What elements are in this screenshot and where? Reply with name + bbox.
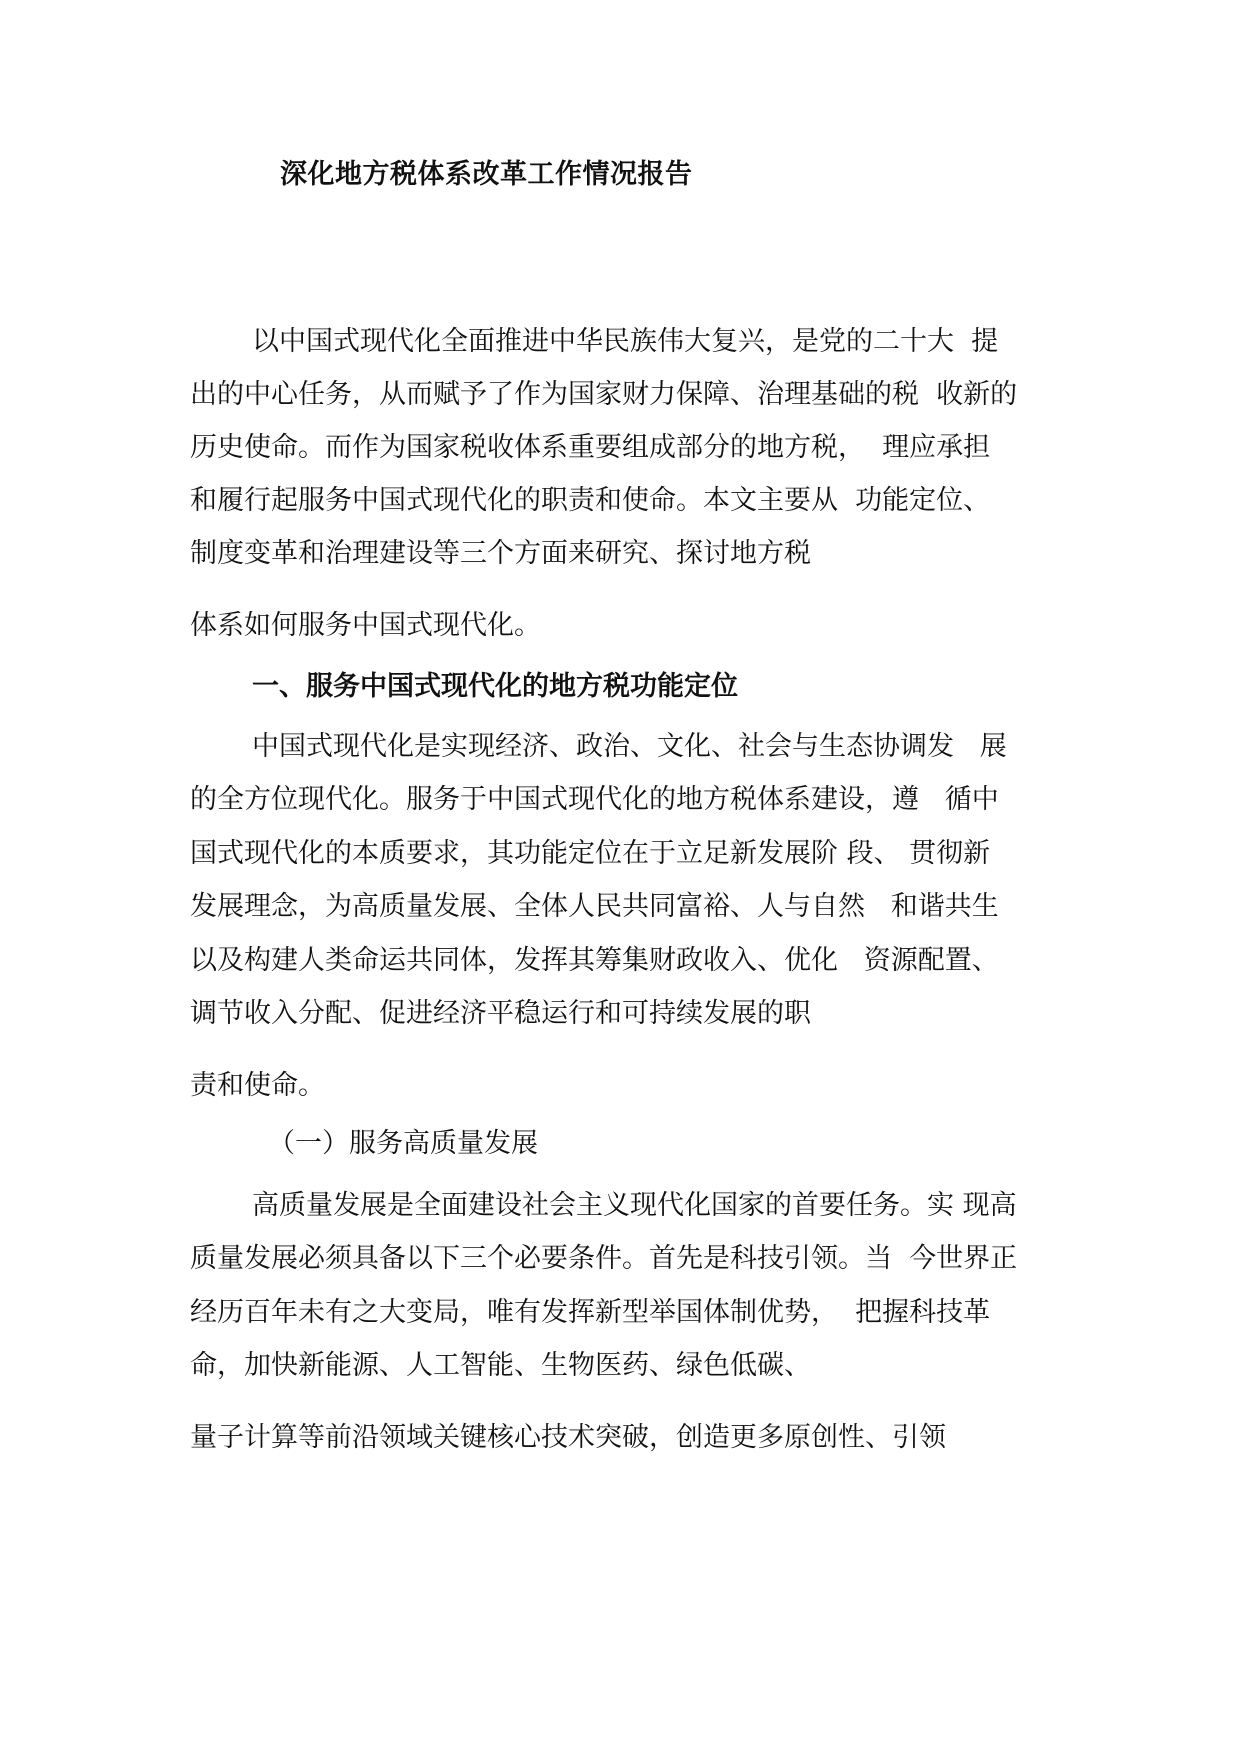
paragraph-3-line-1: 高质量发展是全面建设社会主义现代化国家的首要任务。实 现高 [252, 1190, 1017, 1221]
paragraph-1-line-2: 出的中心任务，从而赋予了作为国家财力保障、治理基础的税 收新的 [190, 379, 1018, 410]
paragraph-1-line-5: 制度变革和治理建设等三个方面来研究、探讨地方税 [190, 538, 811, 569]
paragraph-2-line-6: 调节收入分配、促进经济平稳运行和可持续发展的职 [190, 998, 811, 1029]
paragraph-2-line-1: 中国式现代化是实现经济、政治、文化、社会与生态协调发 展 [252, 731, 1007, 762]
paragraph-1-line-6: 体系如何服务中国式现代化。 [190, 610, 541, 641]
paragraph-1-line-4: 和履行起服务中国式现代化的职责和使命。本文主要从 功能定位、 [190, 485, 991, 516]
paragraph-1-line-1: 以中国式现代化全面推进中华民族伟大复兴，是党的二十大 提 [252, 326, 999, 357]
paragraph-2-line-7: 责和使命。 [190, 1070, 325, 1101]
paragraph-3-line-2: 质量发展必须具备以下三个必要条件。首先是科技引领。当 今世界正 [190, 1243, 1018, 1274]
document-title: 深化地方税体系改革工作情况报告 [280, 159, 693, 190]
paragraph-2-line-5: 以及构建人类命运共同体，发挥其筹集财政收入、优化 资源配置、 [190, 945, 999, 976]
section-heading-1: 一、服务中国式现代化的地方税功能定位 [252, 671, 738, 702]
paragraph-3-line-5: 量子计算等前沿领域关键核心技术突破，创造更多原创性、引领 [190, 1422, 946, 1453]
paragraph-2-line-3: 国式现代化的本质要求，其功能定位在于立足新发展阶 段、 贯彻新 [190, 838, 991, 869]
subsection-heading-1: （一）服务高质量发展 [268, 1128, 538, 1159]
paragraph-2-line-4: 发展理念，为高质量发展、全体人民共同富裕、人与自然 和谐共生 [190, 891, 999, 922]
paragraph-3-line-4: 命，加快新能源、人工智能、生物医药、绿色低碳、 [190, 1350, 811, 1381]
paragraph-1-line-3: 历史使命。而作为国家税收体系重要组成部分的地方税， 理应承担 [190, 432, 991, 463]
paragraph-2-line-2: 的全方位现代化。服务于中国式现代化的地方税体系建设，遵 循中 [190, 784, 999, 815]
paragraph-3-line-3: 经历百年未有之大变局，唯有发挥新型举国体制优势， 把握科技革 [190, 1297, 991, 1328]
